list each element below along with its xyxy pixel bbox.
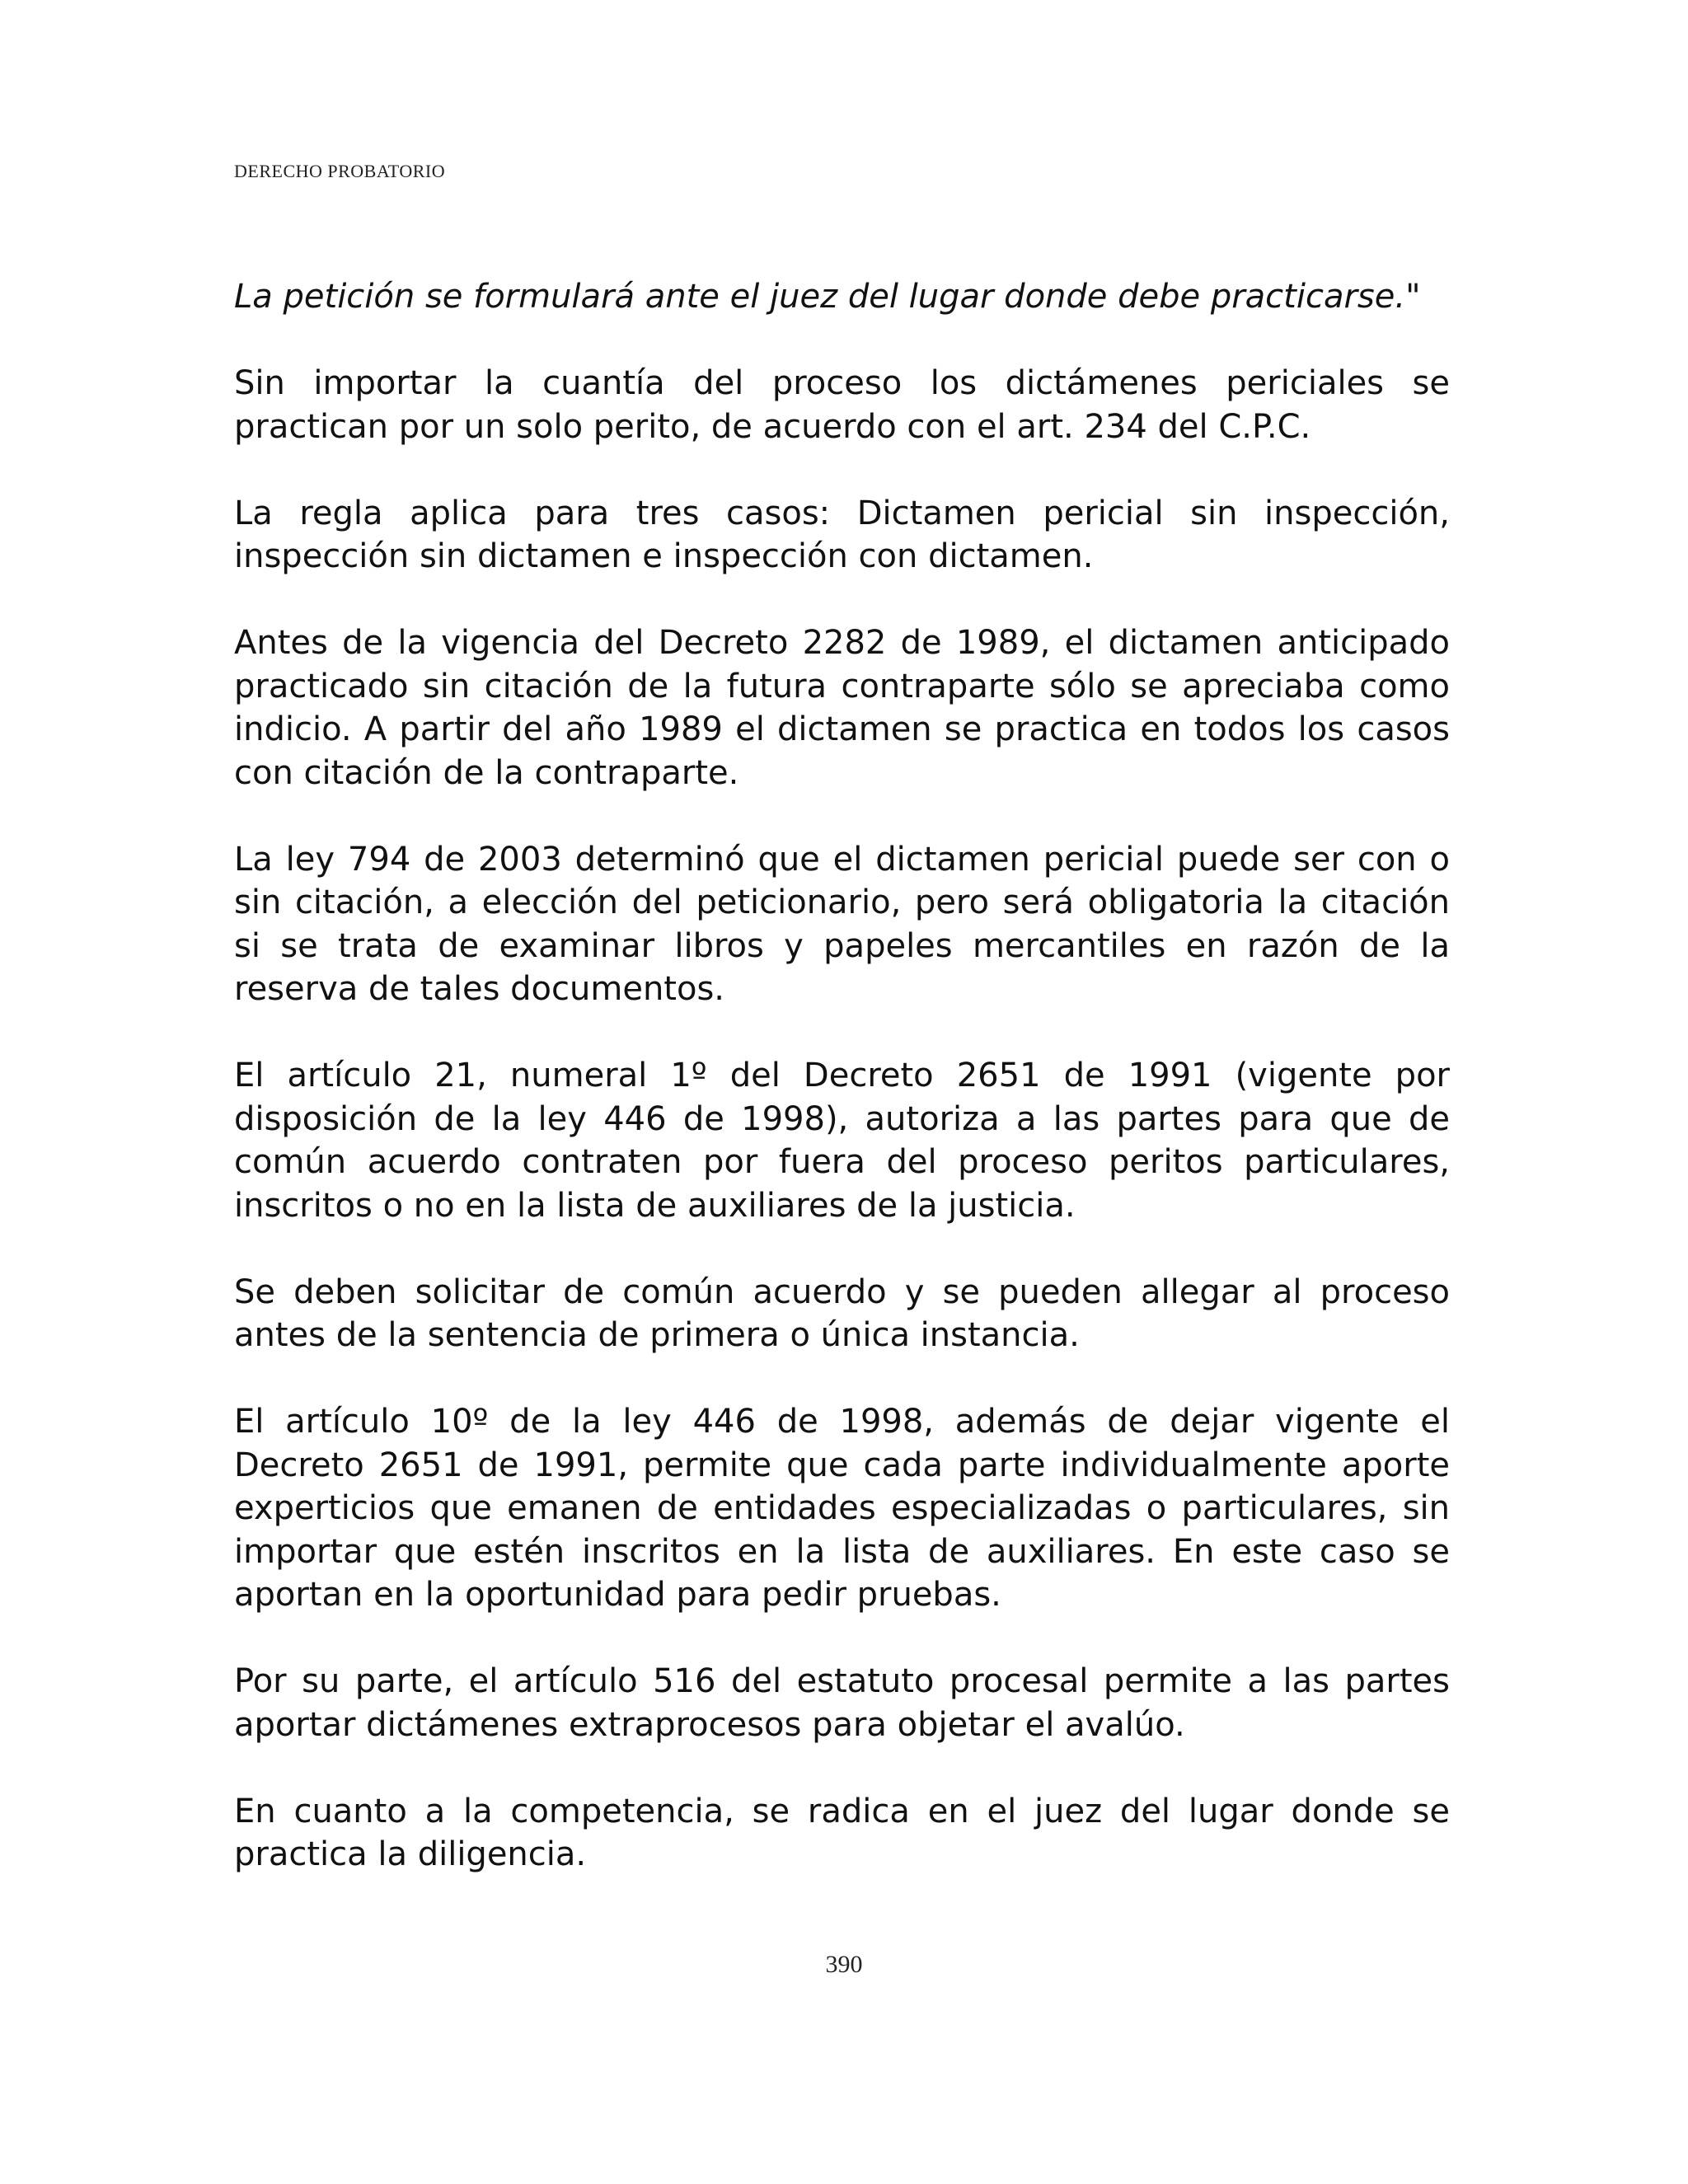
paragraph: Por su parte, el artículo 516 del estatuto procesal permite a las partes aportar dictámenes extraprocesos para objetar el avalúo. <box>234 1662 1450 1744</box>
quoted-paragraph: La petición se formulará ante el juez del lugar donde debe practicarse." <box>234 278 1421 316</box>
paragraph: En cuanto a la competencia, se radica en el juez del lugar donde se practica la diligencia. <box>234 1792 1450 1873</box>
paragraph: La regla aplica para tres casos: Dictamen pericial sin inspección, inspección sin dictamen e inspección con dictamen. <box>234 494 1450 575</box>
paragraph: Antes de la vigencia del Decreto 2282 de 1989, el dictamen anticipado practicado sin citación de la futura contraparte sólo se apreciaba como indicio. A partir del año 1989 el dictamen se practica en todos los casos con citación de la contraparte. <box>234 624 1450 792</box>
paragraph: El artículo 10º de la ley 446 de 1998, además de dejar vigente el Decreto 2651 de 1991, permite que cada parte individualmente aporte experticios que emanen de entidades especializadas o particulares, sin importar que estén inscritos en la lista de auxiliares. En este caso se aportan en la oportunidad para pedir pruebas. <box>234 1403 1450 1614</box>
running-header: DERECHO PROBATORIO <box>234 161 446 181</box>
body-text <box>234 275 1450 1877</box>
paragraph: Sin importar la cuantía del proceso los dictámenes periciales se practican por un solo perito, de acuerdo con el art. 234 del C.P.C. <box>234 364 1450 446</box>
paragraph: Se deben solicitar de común acuerdo y se pueden allegar al proceso antes de la sentencia de primera o única instancia. <box>234 1272 1450 1354</box>
paragraph: La ley 794 de 2003 determinó que el dictamen pericial puede ser con o sin citación, a elección del peticionario, pero será obligatoria la citación si se trata de examinar libros y papeles mercantiles en razón de la reserva de tales documentos. <box>234 840 1450 1008</box>
paragraph: El artículo 21, numeral 1º del Decreto 2651 de 1991 (vigente por disposición de la ley 446 de 1998), autoriza a las partes para que de común acuerdo contraten por fuera del proceso peritos particulares, inscritos o no en la lista de auxiliares de la justicia. <box>234 1057 1450 1225</box>
page-number: 390 <box>825 1951 863 1978</box>
